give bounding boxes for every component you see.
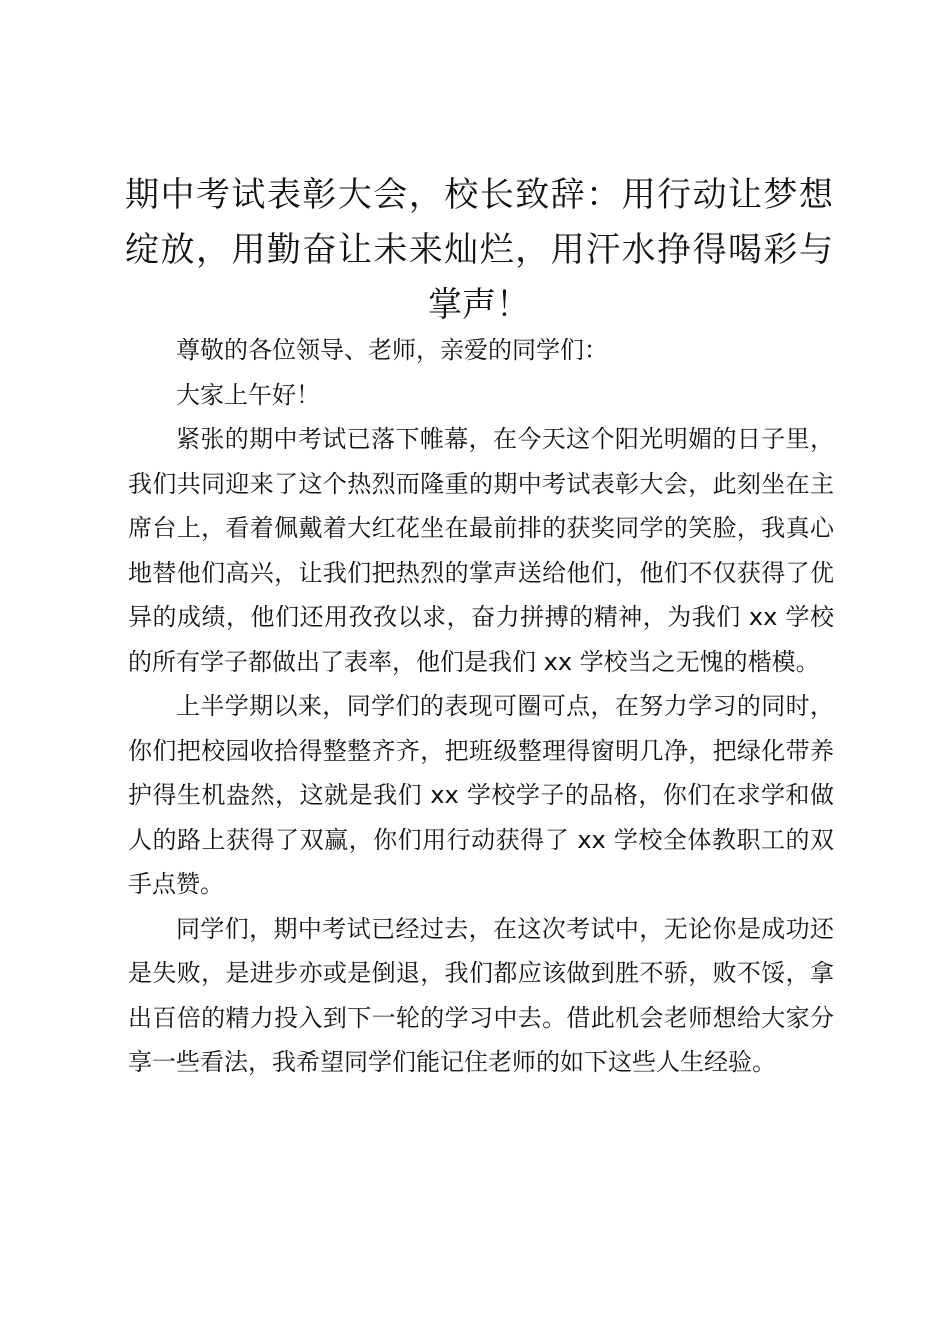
body-paragraph-3: 同学们，期中考试已经过去，在这次考试中，无论你是成功还是失败，是进步亦或是倒退，我们都应该做到胜不骄，败不馁，拿出百倍的精力投入到下一轮的学习中去。借此机会老师想给大家分享一些看法，我希望同学们能记住老师的如下这些人生经验。 [128, 914, 834, 1076]
document-title: 期中考试表彰大会，校长致辞：用行动让梦想绽放，用勤奋让未来灿烂，用汗水挣得喝彩与掌声！ [125, 175, 833, 325]
body-paragraph-2: 上半学期以来，同学们的表现可圈可点，在努力学习的同时，你们把校园收拾得整整齐齐，把班级整理得窗明几净，把绿化带养护得生机盎然，这就是我们 xx 学校学子的品格，你们在求学和做人的路上获得了双赢，你们用行动获得了 xx 学校全体教职工的双手点赞。 [128, 692, 834, 898]
salutation-line: 大家上午好！ [176, 380, 320, 409]
document-body [128, 328, 834, 1085]
body-paragraph-1: 紧张的期中考试已落下帷幕，在今天这个阳光明媚的日子里，我们共同迎来了这个热烈而隆重的期中考试表彰大会，此刻坐在主席台上，看着佩戴着大红花坐在最前排的获奖同学的笑脸，我真心地替他们高兴，让我们把热烈的掌声送给他们，他们不仅获得了优异的成绩，他们还用孜孜以求，奋力拼搏的精神，为我们 xx 学校的所有学子都做出了表率，他们是我们 xx 学校当之无愧的楷模。 [128, 425, 834, 676]
greeting-line: 尊敬的各位领导、老师，亲爱的同学们： [176, 336, 608, 364]
